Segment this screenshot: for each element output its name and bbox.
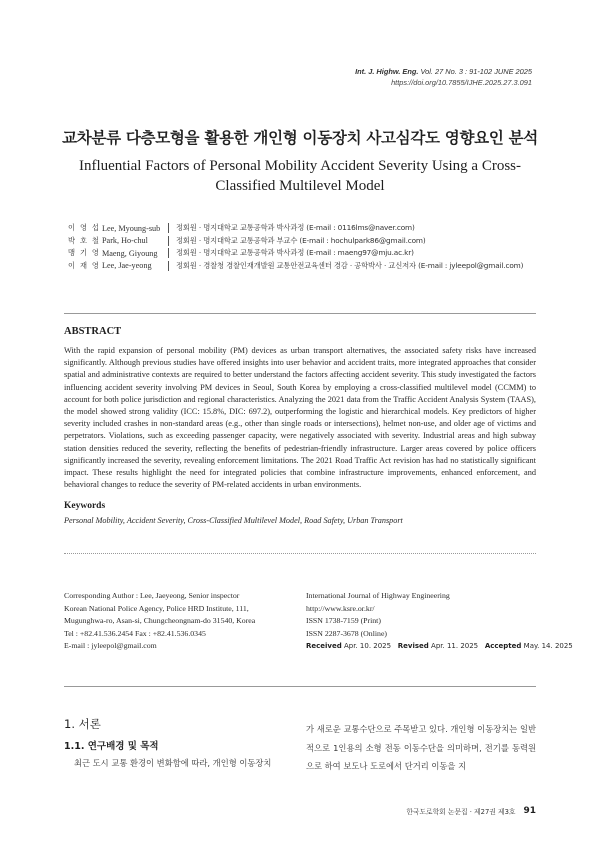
subsection-heading: 1.1. 연구배경 및 목적 bbox=[64, 741, 159, 752]
abstract-heading: ABSTRACT bbox=[64, 326, 122, 337]
publication-line: International Journal of Highway Engineering bbox=[306, 591, 450, 600]
author-separator bbox=[168, 236, 176, 246]
author-affiliation: 정회원 · 명지대학교 교통공학과 박사과정 (E-mail : 0116lms@naver.com) bbox=[176, 223, 415, 233]
corresponding-line: Corresponding Author : Lee, Jaeyeong, Senior inspector bbox=[64, 591, 240, 600]
section-heading: 1. 서론 bbox=[64, 717, 101, 731]
journal-issue: Vol. 27 No. 3 : 91-102 JUNE 2025 bbox=[420, 67, 532, 76]
received-label: Received bbox=[306, 642, 342, 651]
author-separator bbox=[168, 248, 176, 258]
page-footer bbox=[406, 806, 536, 816]
title-korean: 교차분류 다층모형을 활용한 개인형 이동장치 사고심각도 영향요인 분석 bbox=[62, 129, 538, 147]
author-name-en: Maeng, Giyoung bbox=[102, 248, 158, 258]
author-name-en: Lee, Jae-yeong bbox=[102, 261, 152, 271]
publication-url[interactable]: http://www.ksre.or.kr/ bbox=[306, 603, 375, 613]
section-divider bbox=[64, 553, 536, 554]
abstract-text: With the rapid expansion of personal mobility (PM) devices as urban transport alternatives, the associated safety risks have increased significantly. Although previous studies have offered insights into user behavior and accident traits, more integrated approaches that consider spatial and administrative contexts are required to better understand the factors affecting accident severity. This study investigated the factors influencing accident severity involving PM devices in Seoul, South Korea by employing a cross-classified multilevel model (CCMM) to account for both police jurisdiction and regional characteristics. Analyzing the 2021 data from the Traffic Accident Analysis System (TAAS), the model showed strong validity (ICC: 15.8%, DIC: 697.2), outperforming the logistic and hierarchical models. Key predictors of higher severity included crashes in non-standard areas (e.g., other than single roads or intersections), helmet non-use, and older age of victims and perpetrators. Violations, such as exceeding passenger capacity, were negatively associated with severity. Industrial areas and high subway station densities reduced the severity, reflecting the benefits of pedestrian-friendly infrastructure. Larger areas covered by police officers significantly increased the severity, revealing enforcement limitations. The 2021 Road Traffic Act revision has had no statistically significant impact. These results highlight the need for integrated policies that combine infrastructure improvements, enhanced enforcement, and behavioral changes to reduce the severity of PM-related accidents in urban environments. bbox=[64, 346, 536, 490]
received-date: Apr. 10. 2025 bbox=[344, 642, 392, 651]
author-affiliation: 정회원 · 경찰청 경찰인재개발원 교통안전교육센터 경감 · 공학박사 · 교신저자 (E-mail : jyleepol@gmail.com) bbox=[176, 260, 524, 270]
author-name-en: Lee, Myoung-sub bbox=[102, 223, 161, 233]
keywords-text: Personal Mobility, Accident Severity, Cross-Classified Multilevel Model, Road Safety, Urban Transport bbox=[64, 516, 403, 525]
title-english: Influential Factors of Personal Mobility Accident Severity Using a Cross-Classified Multilevel Model bbox=[78, 158, 521, 194]
author-row bbox=[68, 260, 523, 273]
corresponding-line: Korean National Police Agency, Police HRD Institute, 111, bbox=[64, 603, 249, 613]
author-list bbox=[68, 222, 523, 272]
author-name-ko: 이 재 영 bbox=[68, 260, 101, 270]
publication-line: ISSN 2287-3678 (Online) bbox=[306, 628, 387, 638]
keywords-heading: Keywords bbox=[64, 501, 106, 511]
author-row bbox=[68, 222, 523, 235]
author-row bbox=[68, 235, 523, 248]
author-name-ko: 박 호 철 bbox=[68, 235, 101, 245]
section-divider bbox=[64, 686, 536, 687]
body-paragraph-right: 가 새로운 교통수단으로 주목받고 있다. 개인형 이동장치는 일반적으로 1인용의 소형 전동 이동수단을 의미하며, 전기를 동력원으로 하여 보도나 도로에서 단거리 이동을 지 bbox=[306, 724, 536, 771]
author-name-ko: 이 영 섭 bbox=[68, 223, 101, 233]
page-number: 91 bbox=[523, 806, 536, 816]
publication-line: ISSN 1738-7159 (Print) bbox=[306, 616, 381, 626]
publication-dates bbox=[306, 640, 573, 653]
section-divider bbox=[64, 313, 536, 314]
revised-label: Revised bbox=[397, 642, 429, 651]
body-paragraph-left: 최근 도시 교통 환경이 변화함에 따라, 개인형 이동장치 bbox=[74, 758, 272, 768]
corresponding-line: Mugunghwa-ro, Asan-si, Chungcheongnam-do 31540, Korea bbox=[64, 616, 256, 626]
corresponding-line: E-mail : jyleepol@gmail.com bbox=[64, 641, 157, 651]
footer-journal: 한국도로학회 논문집 · 제27권 제3호 bbox=[406, 808, 516, 816]
publication-info-block bbox=[306, 590, 573, 653]
author-separator bbox=[168, 223, 176, 233]
doi-link[interactable]: https://doi.org/10.7855/IJHE.2025.27.3.091 bbox=[391, 78, 532, 87]
corresponding-line: Tel : +82.41.536.2454 Fax : +82.41.536.0345 bbox=[64, 628, 206, 638]
author-affiliation: 정회원 · 명지대학교 교통공학과 박사과정 (E-mail : maeng97@mju.ac.kr) bbox=[176, 248, 414, 258]
author-row bbox=[68, 247, 523, 260]
author-name-ko: 맹 기 영 bbox=[68, 248, 101, 258]
accepted-date: May. 14. 2025 bbox=[523, 642, 573, 651]
author-name-en: Park, Ho-chul bbox=[102, 236, 148, 246]
corresponding-author-block bbox=[64, 590, 255, 653]
author-affiliation: 정회원 · 명지대학교 교통공학과 부교수 (E-mail : hochulpark86@gmail.com) bbox=[176, 235, 426, 245]
journal-reference bbox=[355, 66, 532, 88]
author-separator bbox=[168, 261, 176, 271]
revised-date: Apr. 11. 2025 bbox=[431, 642, 479, 651]
journal-name: Int. J. Highw. Eng. bbox=[355, 67, 419, 76]
accepted-label: Accepted bbox=[484, 642, 522, 651]
